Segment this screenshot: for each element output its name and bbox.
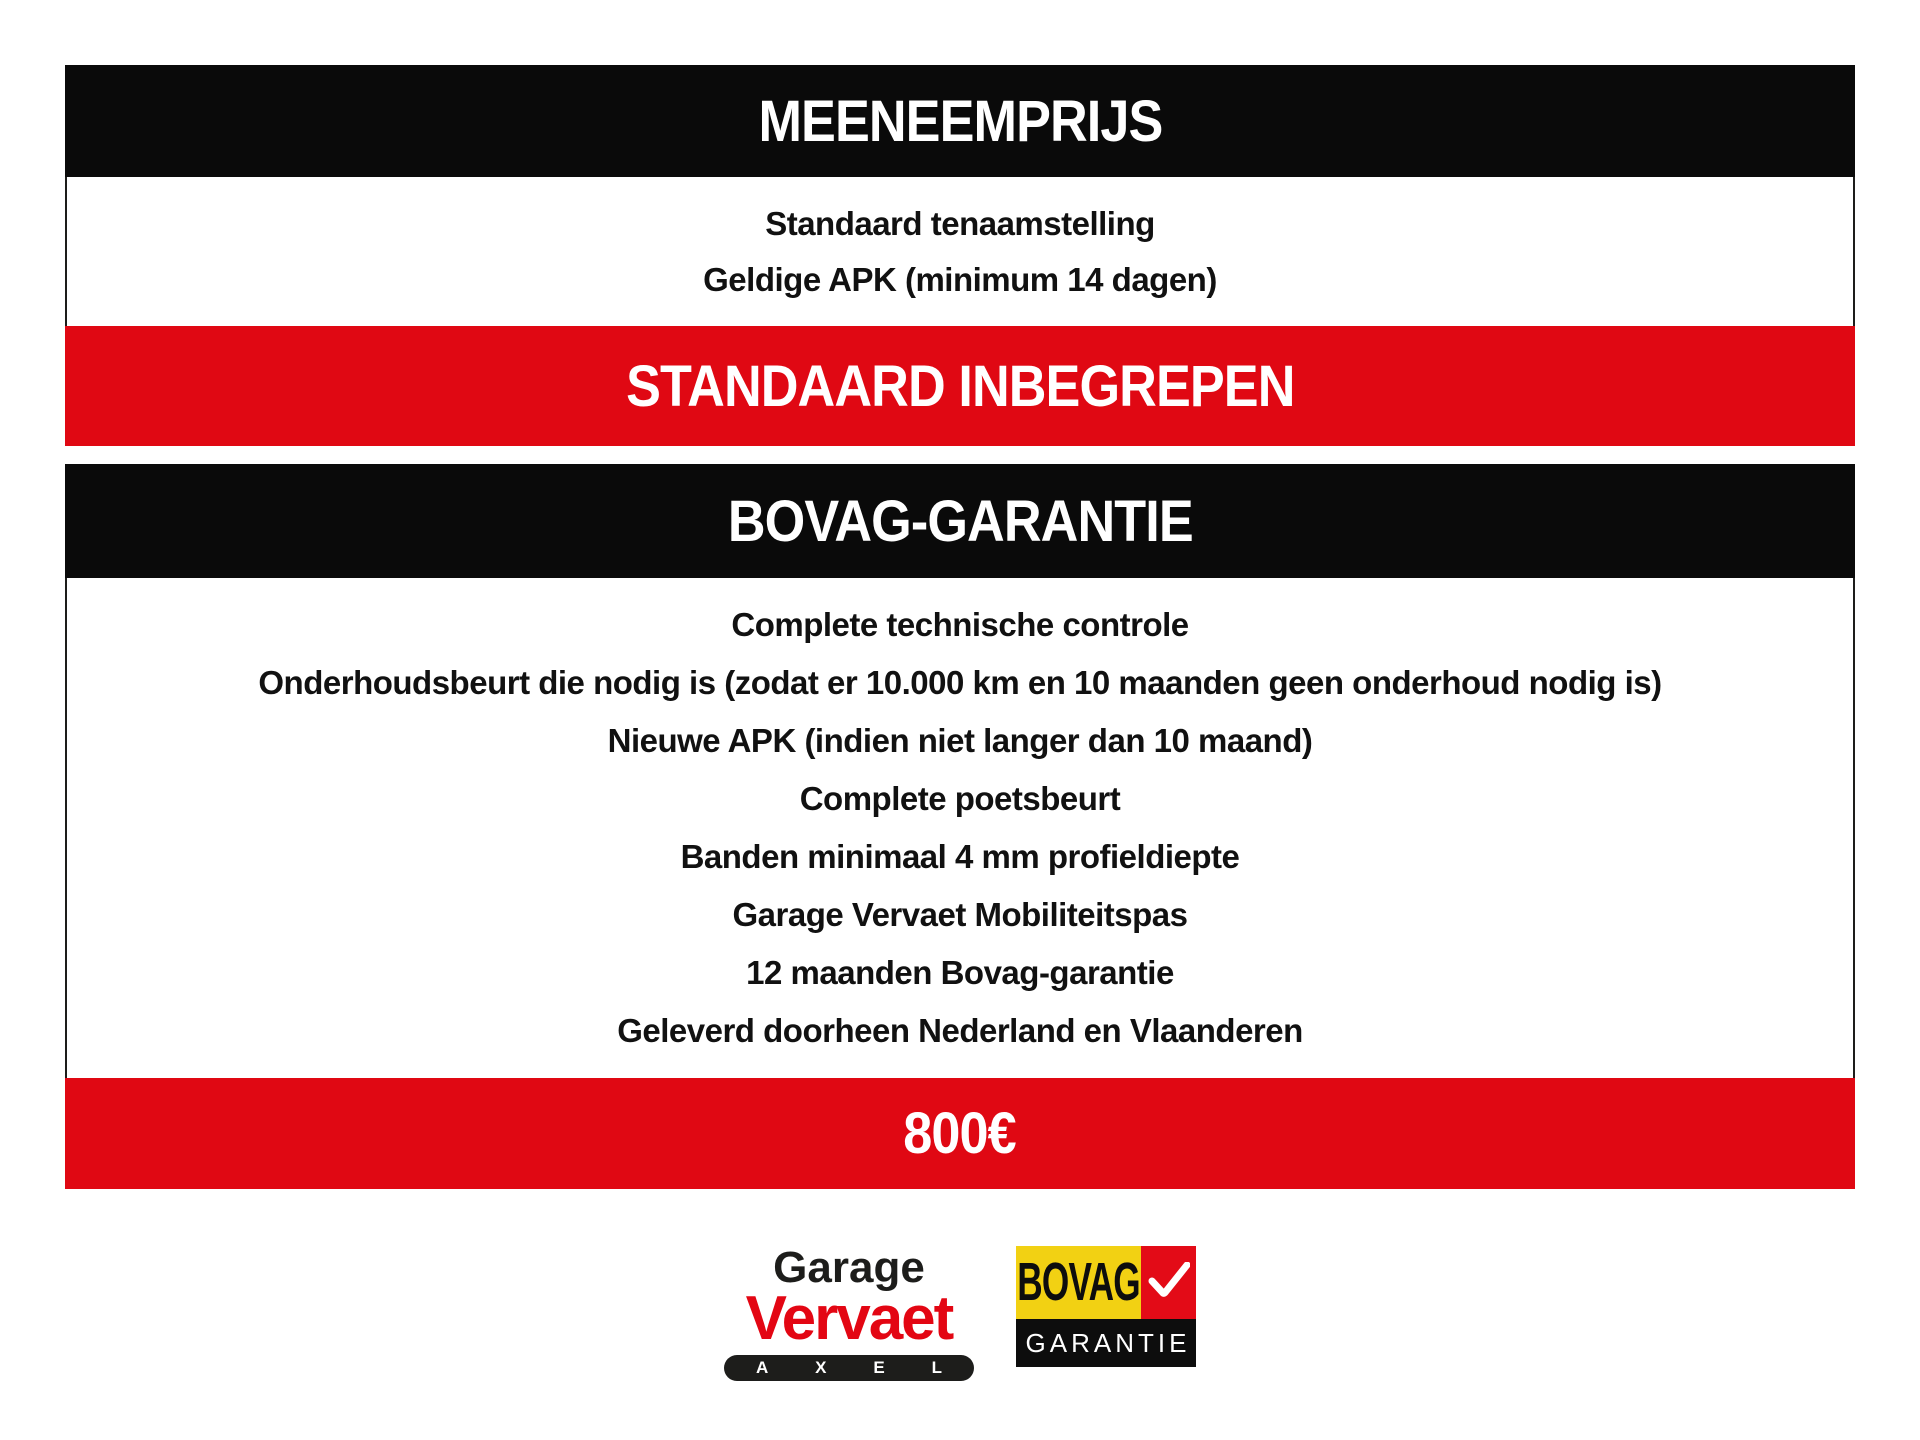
info-board	[65, 65, 1855, 1189]
condition-item: Geldige APK (minimum 14 dagen)	[703, 260, 1217, 298]
bovag-logo-sub-label: GARANTIE	[1025, 1327, 1191, 1358]
garage-vervaet-logo-line2: Vervaet	[745, 1284, 953, 1353]
checkmark-icon	[1148, 1262, 1190, 1303]
condition-item: Complete technische controle	[731, 606, 1189, 643]
condition-item: Banden minimaal 4 mm profieldiepte	[680, 838, 1240, 875]
footer-logos	[0, 1243, 1920, 1381]
condition-item: Geleverd doorheen Nederland en Vlaanderen	[617, 1012, 1303, 1049]
garage-vervaet-logo	[724, 1243, 974, 1381]
standaard-inbegrepen-banner	[65, 326, 1855, 446]
standaard-inbegrepen-label: STANDAARD INBEGREPEN	[625, 353, 1295, 419]
price-value: 800€	[903, 1101, 1017, 1166]
condition-item: Garage Vervaet Mobiliteitspas	[732, 896, 1188, 933]
bovag-garantie-conditions	[65, 578, 1855, 1078]
bovag-garantie-logo	[1016, 1246, 1196, 1367]
bovag-logo-yellow-block	[1016, 1246, 1141, 1319]
price-banner	[65, 1078, 1855, 1189]
garage-vervaet-logo-line1: Garage	[773, 1243, 925, 1292]
condition-item: 12 maanden Bovag-garantie	[746, 954, 1174, 991]
axel-badge	[724, 1355, 974, 1381]
axel-letter: E	[873, 1358, 885, 1377]
bovag-logo-brand: BOVAG	[1017, 1252, 1140, 1312]
condition-item: Onderhoudsbeurt die nodig is (zodat er 10.000 km en 10 maanden geen onderhoud nodig is)	[258, 664, 1662, 701]
condition-item: Complete poetsbeurt	[799, 780, 1121, 817]
condition-item: Standaard tenaamstelling	[765, 204, 1155, 242]
axel-letter: X	[815, 1358, 827, 1377]
bovag-logo-top	[1016, 1246, 1196, 1319]
axel-letter: A	[756, 1358, 769, 1377]
bovag-garantie-title: BOVAG-GARANTIE	[727, 488, 1193, 554]
condition-item: Nieuwe APK (indien niet langer dan 10 maand)	[607, 722, 1313, 759]
meeneemprijs-panel	[65, 65, 1855, 446]
bovag-logo-red-block	[1141, 1246, 1196, 1319]
bovag-logo-garantie-bar	[1016, 1319, 1196, 1367]
meeneemprijs-conditions	[65, 177, 1855, 326]
meeneemprijs-title: MEENEEMPRIJS	[757, 88, 1162, 154]
bovag-garantie-panel	[65, 464, 1855, 1189]
meeneemprijs-header-bar	[65, 65, 1855, 177]
panel-divider	[65, 446, 1855, 464]
axel-letter: L	[931, 1358, 942, 1377]
bovag-garantie-header-bar	[65, 464, 1855, 578]
